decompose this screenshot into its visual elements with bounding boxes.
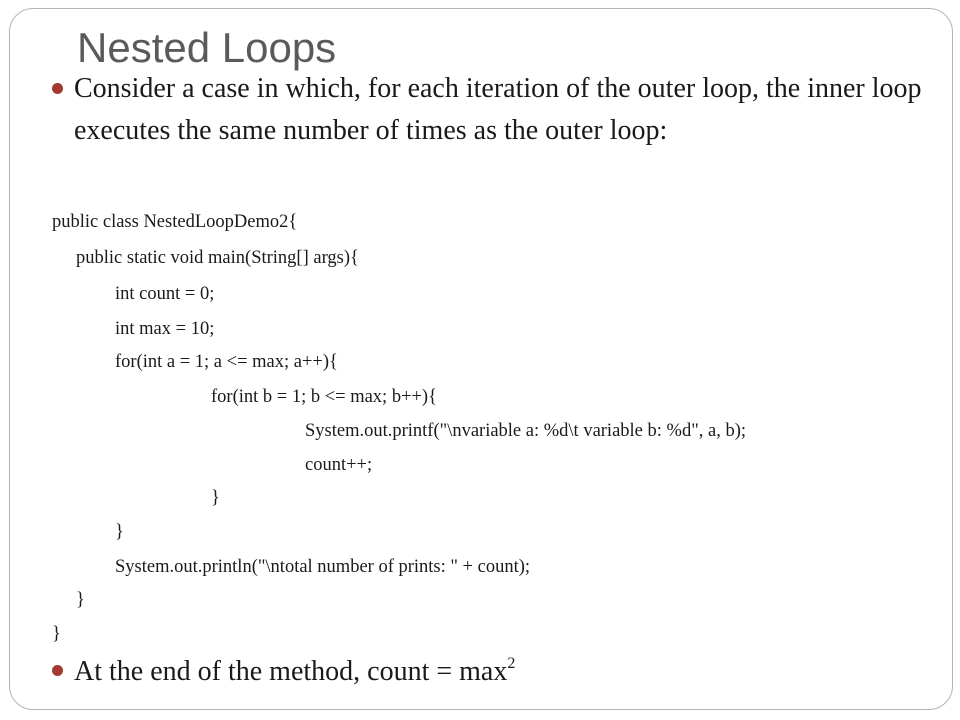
code-line: int max = 10;: [115, 319, 215, 339]
bullet-icon: [52, 665, 63, 676]
code-line: }: [115, 522, 124, 542]
code-line: public static void main(String[] args){: [76, 248, 359, 268]
code-line: for(int b = 1; b <= max; b++){: [211, 387, 437, 407]
code-line: count++;: [305, 455, 373, 475]
code-line: System.out.println("\ntotal number of prints: " + count);: [115, 557, 531, 577]
bullet-icon: [52, 83, 63, 94]
code-line: }: [52, 624, 61, 644]
slide-title: Nested Loops: [77, 24, 337, 71]
superscript-exponent: 2: [507, 655, 516, 672]
code-line: int count = 0;: [115, 284, 215, 304]
bullet-text-conclusion: [74, 651, 934, 693]
code-line: }: [211, 488, 220, 508]
code-line: }: [76, 590, 85, 610]
code-line: for(int a = 1; a <= max; a++){: [115, 352, 338, 372]
code-line: System.out.printf("\nvariable a: %d\t variable b: %d", a, b);: [305, 421, 747, 441]
code-line: public class NestedLoopDemo2{: [52, 212, 298, 232]
conclusion-text: At the end of the method, count = max: [74, 656, 508, 687]
bullet-text-intro: Consider a case in which, for each iteration of the outer loop, the inner loop executes the same number of times as the outer loop:: [74, 73, 922, 146]
